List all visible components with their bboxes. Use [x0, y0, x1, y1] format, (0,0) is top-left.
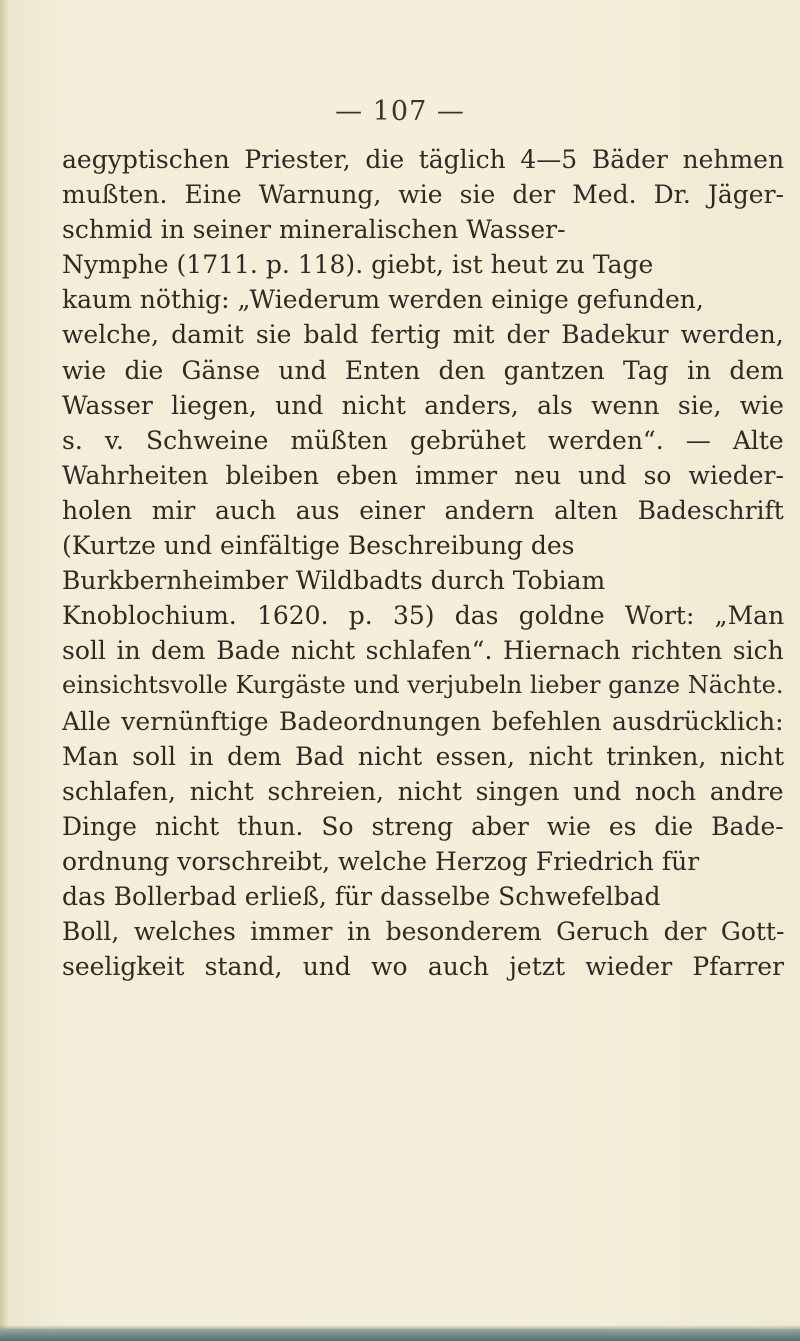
- text-line: kaum nöthig: „Wiederum werden einige gefunden,: [62, 285, 704, 315]
- text-line: Dinge nicht thun. So streng aber wie es die Bade-: [62, 811, 784, 841]
- text-line: Alle vernünftige Badeordnungen befehlen ausdrücklich:: [62, 706, 784, 736]
- body-text: [62, 142, 784, 984]
- page-bottom-edge: [0, 1329, 800, 1341]
- text-line: aegyptischen Priester, die täglich 4—5 Bäder nehmen: [62, 145, 784, 174]
- text-line: Wasser liegen, und nicht anders, als wenn sie, wie: [62, 390, 784, 420]
- text-line: welche, damit sie bald fertig mit der Badekur werden,: [62, 320, 784, 350]
- text-line: schlafen, nicht schreien, nicht singen und noch andre: [62, 776, 784, 806]
- text-line: wie die Gänse und Enten den gantzen Tag in dem: [62, 355, 784, 385]
- page-number: — 107 —: [335, 96, 465, 127]
- text-line: Man soll in dem Bad nicht essen, nicht trinken, nicht: [62, 741, 784, 771]
- text-line: Knoblochium. 1620. p. 35) das goldne Wort: „Man: [62, 601, 784, 631]
- text-line: seeligkeit stand, und wo auch jetzt wieder Pfarrer: [62, 952, 784, 982]
- text-line: das Bollerbad erließ, für dasselbe Schwefelbad: [62, 881, 661, 911]
- text-line: Wahrheiten bleiben eben immer neu und so wieder-: [62, 460, 784, 490]
- text-line: holen mir auch aus einer andern alten Badeschrift: [62, 495, 784, 525]
- text-line: soll in dem Bade nicht schlafen“. Hiernach richten sich: [62, 636, 784, 666]
- text-line: schmid in seiner mineralischen Wasser-: [62, 215, 566, 245]
- text-line: einsichtsvolle Kurgäste und verjubeln lieber ganze Nächte.: [62, 671, 784, 700]
- page-left-edge: [0, 0, 8, 1341]
- text-line: Nymphe (1711. p. 118). giebt, ist heut zu Tage: [62, 250, 654, 280]
- text-line: ordnung vorschreibt, welche Herzog Friedrich für: [62, 846, 700, 876]
- text-line: (Kurtze und einfältige Beschreibung des: [62, 531, 575, 561]
- text-line: Boll, welches immer in besonderem Geruch der Gott-: [62, 917, 784, 947]
- text-line: mußten. Eine Warnung, wie sie der Med. Dr. Jäger-: [62, 180, 784, 210]
- text-line: s. v. Schweine müßten gebrühet werden“. — Alte: [62, 425, 784, 455]
- text-line: Burkbernheimber Wildbadts durch Tobiam: [62, 566, 606, 596]
